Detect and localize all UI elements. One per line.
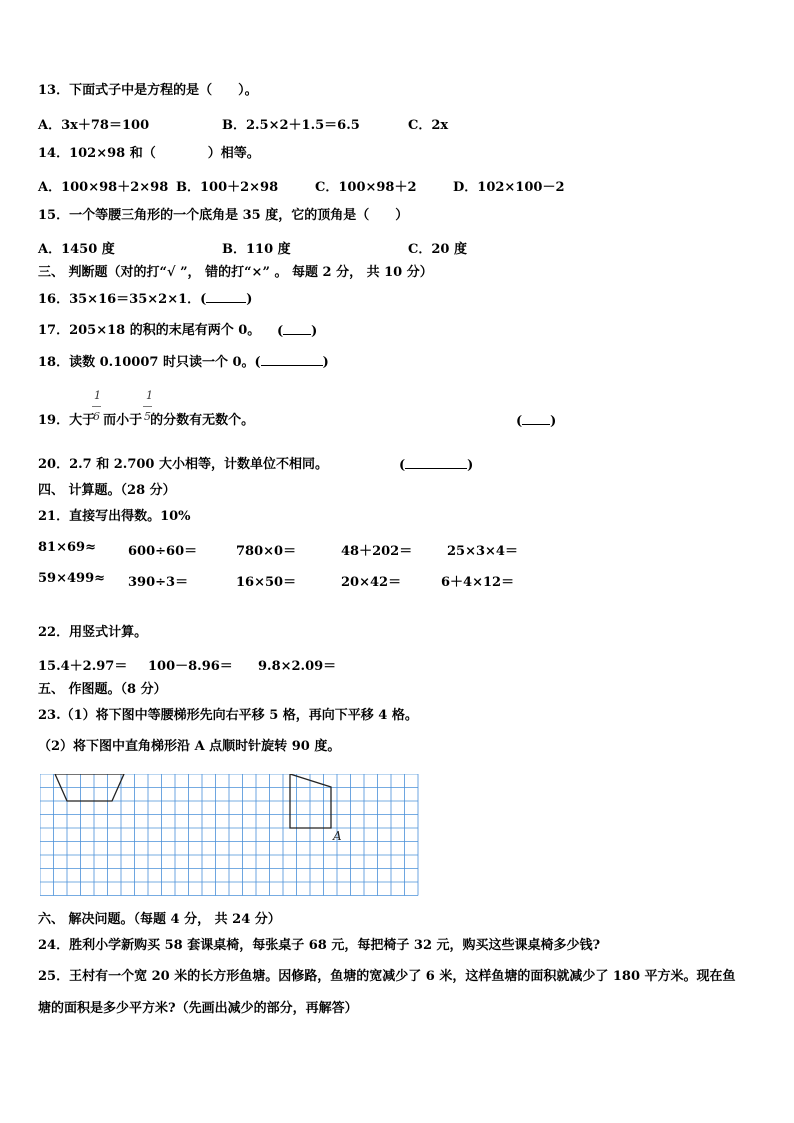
q13-option-b: B．2.5×2＋1.5＝6.5 (222, 118, 360, 133)
q13-stem: 13．下面式子中是方程的是（ ）。 (38, 83, 258, 98)
q15-option-c: C．20 度 (408, 242, 467, 257)
q21-item: 20×42＝ (341, 575, 402, 590)
grid-lines (40, 774, 418, 896)
q21-item: 6＋4×12＝ (441, 575, 515, 590)
q19-fraction-1-denominator: 6 (93, 410, 100, 423)
q17-answer-blank[interactable] (283, 322, 311, 335)
q14-option-d: D．102×100－2 (453, 180, 565, 195)
q19-fraction-2-bar (143, 406, 152, 407)
q16-answer-blank[interactable] (206, 290, 246, 303)
q21-item: 81×69≈ (38, 540, 96, 555)
q21-item: 59×499≈ (38, 571, 106, 586)
q22-item: 15.4＋2.97＝ (38, 659, 128, 674)
q14-stem: 14．102×98 和（ ）相等。 (38, 146, 260, 161)
q25-line-1: 25．王村有一个宽 20 米的长方形鱼塘。因修路，鱼塘的宽减少了 6 米，这样鱼塘的面积就减少了 180 平方米。现在鱼 (38, 969, 736, 984)
q18-text: 18．读数 0.10007 时只读一个 0。( (38, 355, 261, 370)
q19-fraction-2-numerator: 1 (146, 389, 153, 402)
q19-answer: ( ) (516, 414, 557, 429)
q22-item: 9.8×2.09＝ (258, 659, 337, 674)
section-4-heading: 四、 计算题。（28 分） (38, 483, 176, 498)
q19-suffix: 的分数有无数个。 (150, 413, 255, 428)
section-5-heading: 五、 作图题。（8 分） (38, 682, 167, 697)
q13-option-a: A．3x＋78＝100 (38, 118, 150, 133)
drawing-grid[interactable] (40, 774, 430, 896)
q20 (38, 456, 328, 474)
q22-stem: 22．用竖式计算。 (38, 625, 148, 640)
section-6-heading: 六、 解决问题。（每题 4 分， 共 24 分） (38, 912, 281, 927)
section-3-heading: 三、 判断题（对的打“√ ”， 错的打“×” 。 每题 2 分， 共 10 分） (38, 265, 433, 280)
point-a-label: A (333, 829, 342, 843)
q21-item: 780×0＝ (236, 544, 297, 559)
q20-answer: ( ) (399, 458, 474, 473)
q17-text: 17．205×18 的积的末尾有两个 0。 (38, 323, 261, 338)
q18: 18．读数 0.10007 时只读一个 0。( ) (38, 355, 329, 370)
q19-prefix: 19．大于 (38, 413, 96, 428)
q19-answer-blank[interactable] (522, 412, 550, 425)
q13-option-c: C．2x (408, 118, 449, 133)
q14-option-c: C．100×98＋2 (315, 180, 417, 195)
q20-answer-blank[interactable] (405, 456, 467, 469)
q17 (38, 322, 260, 340)
q21-item: 16×50＝ (236, 575, 297, 590)
q21-item: 48＋202＝ (341, 544, 413, 559)
q17-answer: ( ) (277, 324, 318, 339)
q16: 16．35×16＝35×2×1．( ) (38, 292, 253, 307)
q23-part-2: （2）将下图中直角梯形沿 A 点顺时针旋转 90 度。 (38, 739, 341, 754)
q21-stem: 21．直接写出得数。10% (38, 509, 191, 524)
q15-option-a: A．1450 度 (38, 242, 115, 257)
q19-fraction-1-numerator: 1 (94, 389, 101, 402)
q15-stem: 15．一个等腰三角形的一个底角是 35 度，它的顶角是（ ） (38, 208, 409, 223)
q15-option-b: B．110 度 (222, 242, 291, 257)
q23-part-1: 23.（1）将下图中等腰梯形先向右平移 5 格，再向下平移 4 格。 (38, 708, 418, 723)
q21-item: 600÷60＝ (128, 544, 198, 559)
q14-option-b: B．100＋2×98 (176, 180, 279, 195)
q21-item: 25×3×4＝ (447, 544, 518, 559)
q14-option-a: A．100×98＋2×98 (38, 180, 169, 195)
q25-line-2: 塘的面积是多少平方米?（先画出减少的部分，再解答） (38, 1001, 358, 1016)
q19-fraction-2-denominator: 5 (144, 410, 151, 423)
q16-text: 16．35×16＝35×2×1．( (38, 292, 207, 307)
q24-text: 24．胜利小学新购买 58 套课桌椅，每张桌子 68 元，每把椅子 32 元，购买这些课桌椅多少钱? (38, 938, 601, 953)
q21-item: 390÷3＝ (128, 575, 189, 590)
q19-fraction-1-bar (92, 406, 101, 407)
q18-answer-blank[interactable] (261, 353, 323, 366)
q19-middle: 而小于 (103, 413, 143, 428)
q20-text: 20．2.7 和 2.700 大小相等，计数单位不相同。 (38, 457, 328, 472)
q22-item: 100－8.96＝ (148, 659, 233, 674)
